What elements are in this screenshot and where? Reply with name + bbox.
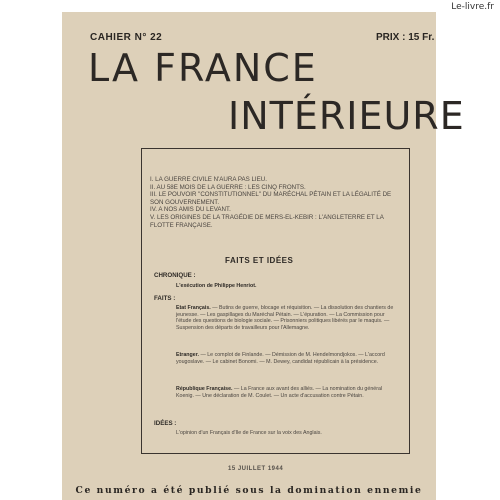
contents-item: IV. A NOS AMIS DU LEVANT. [150,206,231,214]
etranger-label: Etranger. [176,352,199,358]
masthead-line-1: LA FRANCE [88,46,318,90]
section-title: FAITS ET IDÉES [225,256,294,265]
etranger-text: — Le complot de Finlande. — Démission de M. Hendelmondjokos. — L'accord yougoslave. — Le cabinet Bonomi. — M. Dewey, candidat républicain à la présidence. [176,352,385,365]
etat-francais-block [176,305,399,331]
republique-block [176,386,399,399]
contents-item: I. LA GUERRE CIVILE N'AURA PAS LIEU. [150,176,267,183]
republique-text: — La France aux avant des alliés. — La nomination du général Koenig. — Une déclaration de M. Coulet. — Un acte d'accusation contre Pétain. [176,386,383,399]
contents-item: V. LES ORIGINES DE LA TRAGÉDIE DE MERS-EL-KEBIR : L'ANGLETERRE ET LA FLOTTE FRANÇAISE. [150,213,384,229]
masthead-line-2: INTÉRIEURE [228,94,465,138]
price: PRIX : 15 Fr. [376,32,435,43]
bottom-banner: Ce numéro a été publié sous la domination ennemie [75,485,423,496]
watermark: Le-livre.fr [451,2,494,12]
contents-list [150,176,405,229]
chronique-text: L'exécution de Philippe Henriot. [176,283,257,289]
etranger-block [176,352,399,365]
republique-label: République Française. [176,386,233,392]
chronique-label: CHRONIQUE : [154,272,196,279]
idees-text: L'opinion d'un Français d'Ile de France sur la voix des Anglais. [176,430,322,436]
contents-item: II. AU 58E MOIS DE LA GUERRE : LES CINQ FRONTS. [150,183,306,191]
etat-francais-label: Etat Français. [176,305,211,311]
issue-number: CAHIER N° 22 [90,32,163,43]
contents-item: III. LE POUVOIR "CONSTITUTIONNEL" DU MARÉCHAL PÉTAIN ET LA LÉGALITÉ DE SON GOUVERNEMENT. [150,191,392,206]
issue-date: 15 JUILLET 1944 [228,466,284,472]
idees-label: IDÉES : [154,420,177,427]
etat-francais-text: — Butins de guerre, blocage et réquisition. — La dissolution des chantiers de jeunesse. — Les gaspillages du Maréchal Pétain. — L'épuration. — La Commission pour l'étude des questions de biologie sociale. — Prisonniers politiques libérés par le maquis. — Suspension des départs de travailleurs pour l'Allemagne. [176,305,394,331]
faits-label: FAITS : [154,295,176,302]
